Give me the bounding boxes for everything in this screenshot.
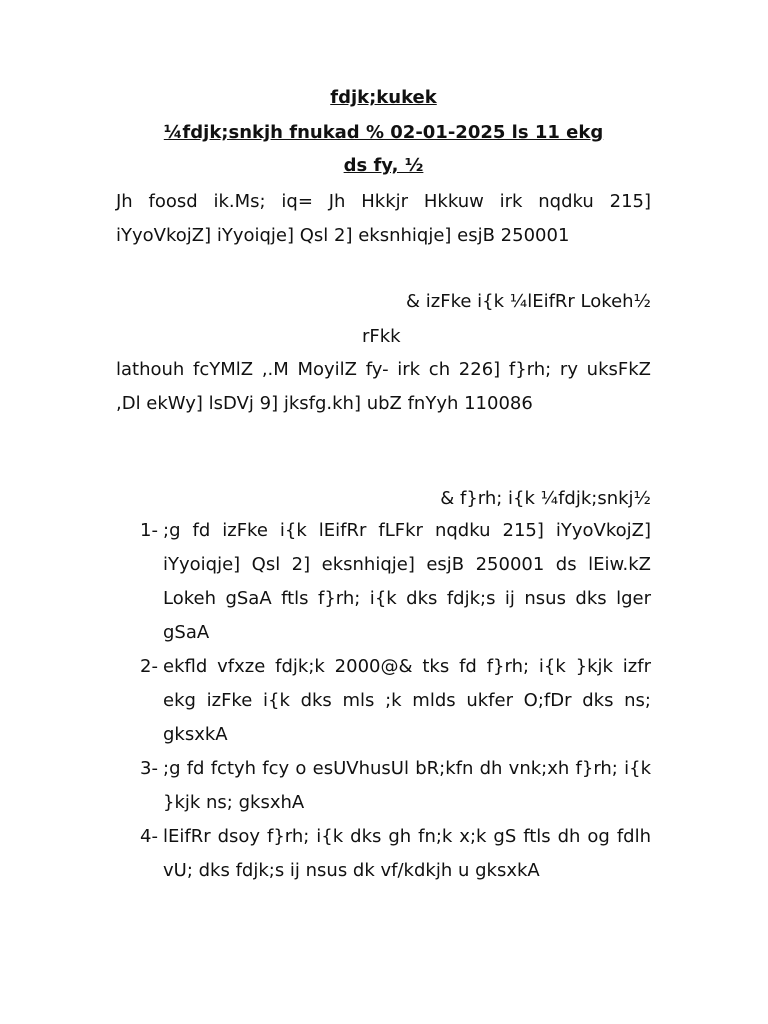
clause-number: 2- — [140, 656, 158, 677]
clause-number: 3- — [140, 758, 158, 779]
clause-text: ;g fd izFke i{k lEifRr fLFkr nqdku 215] iYyoVkojZ] iYyoiqje] Qsl 2] eksnhiqje] esjB 250001 ds lEiw.kZ Lokeh gSaA ftls f}rh; i{k dks fdjk;s ij nsus dks lger gSaA — [163, 520, 651, 643]
landlord-address: Jh foosd ik.Ms; iq= Jh Hkkjr Hkkuw irk nqdku 215] iYyoVkojZ] iYyoiqje] Qsl 2] eksnhiqje] esjB 250001 — [116, 191, 651, 246]
document-subheading-line2: ds fy, ½ — [343, 155, 424, 176]
clause-item — [140, 650, 651, 752]
document-heading: fdjk;kukek — [330, 87, 437, 108]
clause-item — [140, 514, 651, 650]
clause-list — [140, 514, 651, 888]
first-party-label-cont: rFkk — [362, 326, 401, 347]
tenant-address: lathouh fcYMlZ ,.M MoyilZ fy- irk ch 226] f}rh; ry uksFkZ ,Dl ekWy] lsDVj 9] jksfg.kh] ubZ fnYyh 110086 — [116, 359, 651, 414]
clause-text: lEifRr dsoy f}rh; i{k dks gh fn;k x;k gS ftls dh og fdlh vU; dks fdjk;s ij nsus dk vf/kdkjh u gksxkA — [163, 826, 651, 881]
clause-number: 1- — [140, 520, 158, 541]
clause-item — [140, 752, 651, 820]
clause-text: ekfld vfxze fdjk;k 2000@& tks fd f}rh; i{k }kjk izfr ekg izFke i{k dks mls ;k mlds ukfer O;fDr dks ns; gksxkA — [163, 656, 651, 745]
clause-item — [140, 820, 651, 888]
document-subheading-line1: ¼fdjk;snkjh fnukad % 02-01-2025 ls 11 ekg — [163, 122, 604, 143]
clause-text: ;g fd fctyh fcy o esUVhusUl bR;kfn dh vnk;xh f}rh; i{k }kjk ns; gksxhA — [163, 758, 651, 813]
clause-number: 4- — [140, 826, 158, 847]
second-party-label: & f}rh; i{k ¼fdjk;snkj½ — [440, 488, 651, 509]
first-party-label: & izFke i{k ¼lEifRr Lokeh½ — [406, 291, 651, 312]
